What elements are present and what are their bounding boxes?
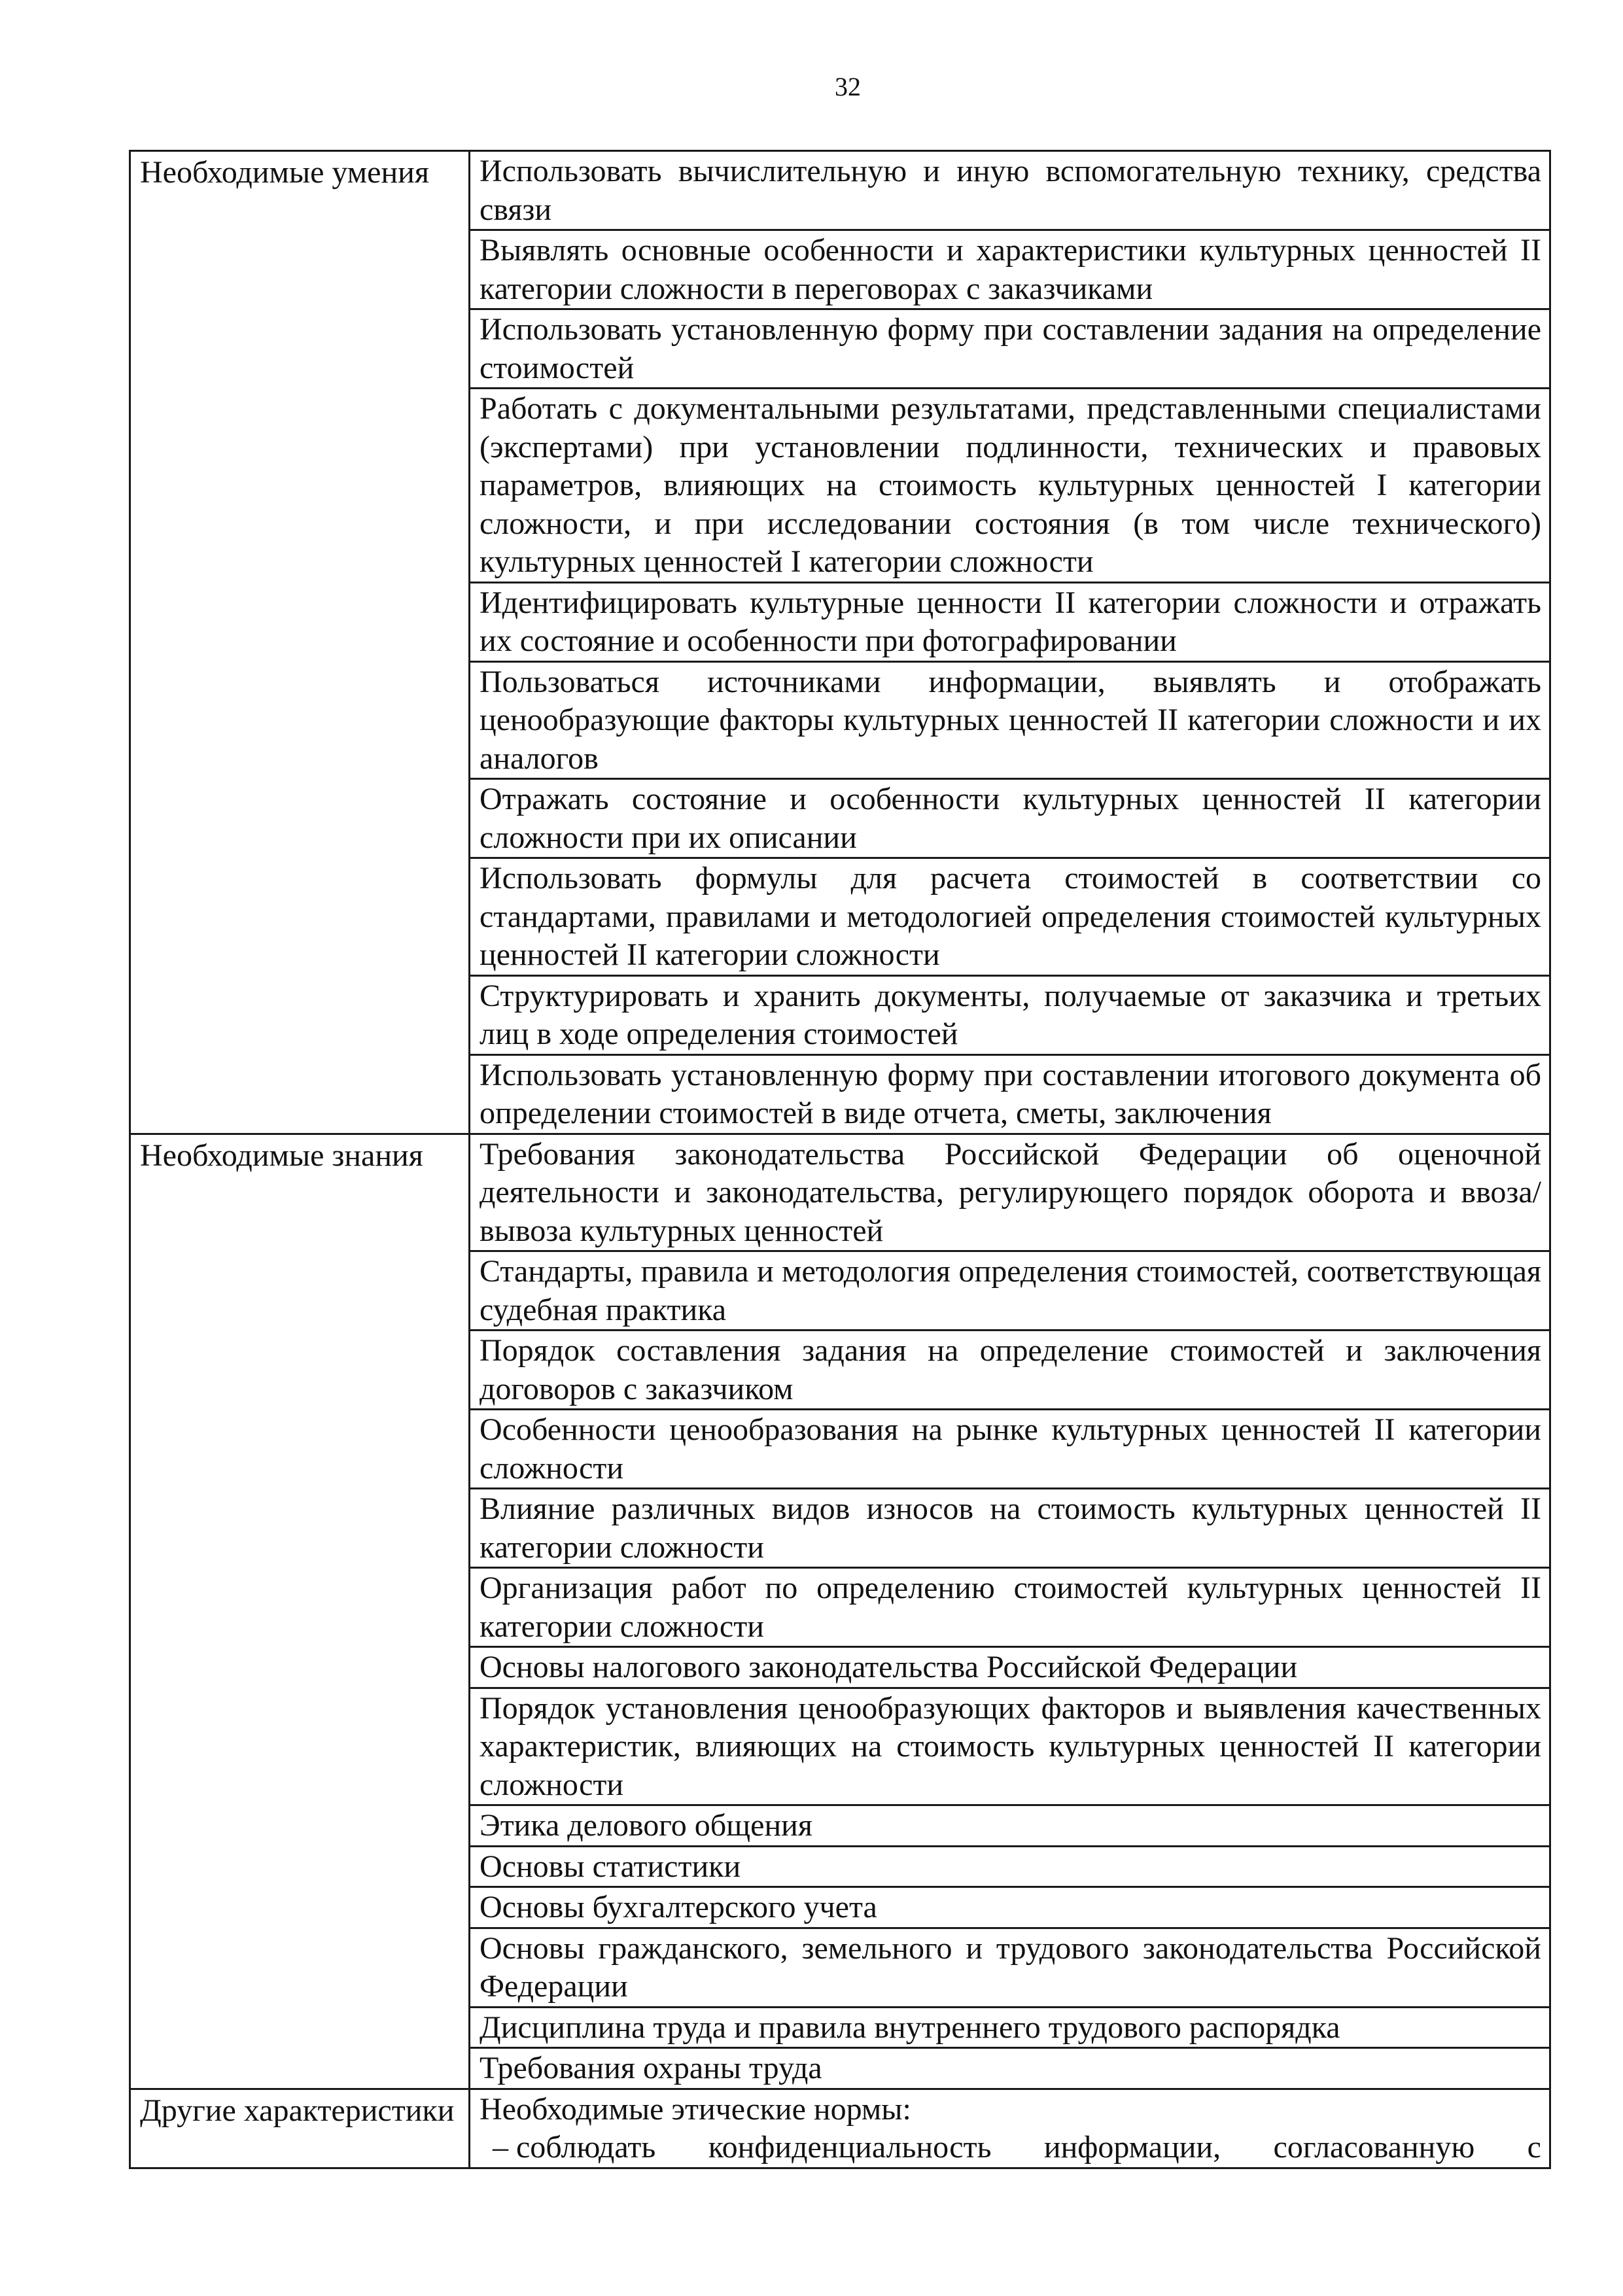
knowledge-item: Этика делового общения xyxy=(470,1805,1550,1847)
skills-label: Необходимые умения xyxy=(130,151,470,1134)
knowledge-item: Основы гражданского, земельного и трудового законодательства Российской Федерации xyxy=(470,1928,1550,2007)
skill-item: Структурировать и хранить документы, получаемые от заказчика и третьих лиц в ходе определения стоимостей xyxy=(470,975,1550,1054)
skill-item: Использовать установленную форму при составлении итогового документа об определении стоимостей в виде отчета, сметы, заключения xyxy=(470,1054,1550,1134)
knowledge-item: Стандарты, правила и методология определения стоимостей, соответствующая судебная практика xyxy=(470,1251,1550,1331)
bullet-word: конфиденциальность xyxy=(708,2130,992,2165)
knowledge-item: Порядок установления ценообразующих факторов и выявления качественных характеристик, влияющих на стоимость культурных ценностей II категории сложности xyxy=(470,1688,1550,1805)
knowledge-item: Дисциплина труда и правила внутреннего трудового распорядка xyxy=(470,2007,1550,2048)
knowledge-item: Основы бухгалтерского учета xyxy=(470,1887,1550,1928)
skill-item: Выявлять основные особенности и характеристики культурных ценностей II категории сложности в переговорах с заказчиками xyxy=(470,230,1550,309)
bullet-word: информации, xyxy=(1043,2130,1221,2165)
bullet-word: согласованную xyxy=(1273,2130,1475,2165)
ethics-bullet-line xyxy=(480,2129,1541,2167)
table-row xyxy=(130,151,1550,230)
bullet-dash: – xyxy=(493,2130,508,2165)
bullet-word: с xyxy=(1527,2130,1541,2165)
ethics-bullet-text xyxy=(493,2129,655,2167)
ethics-heading: Необходимые этические нормы: xyxy=(480,2091,911,2127)
knowledge-item: Основы статистики xyxy=(470,1846,1550,1887)
knowledge-item: Основы налогового законодательства Российской Федерации xyxy=(470,1647,1550,1688)
knowledge-item: Требования законодательства Российской Федерации об оценочной деятельности и законодательства, регулирующего порядок оборота и ввоза/вывоза культурных ценностей xyxy=(470,1134,1550,1251)
knowledge-item: Порядок составления задания на определение стоимостей и заключения договоров с заказчиком xyxy=(470,1331,1550,1410)
page-number: 32 xyxy=(835,72,861,101)
skill-item: Отражать состояние и особенности культурных ценностей II категории сложности при их описании xyxy=(470,779,1550,858)
knowledge-item: Организация работ по определению стоимостей культурных ценностей II категории сложности xyxy=(470,1568,1550,1647)
skill-item: Использовать установленную форму при составлении задания на определение стоимостей xyxy=(470,309,1550,389)
skill-item: Идентифицировать культурные ценности II категории сложности и отражать их состояние и особенности при фотографировании xyxy=(470,582,1550,661)
skill-item: Работать с документальными результатами, представленными специалистами (экспертами) при установлении подлинности, технических и правовых параметров, влияющих на стоимость культурных ценностей I категории сложности, и при исследовании состояния (в том числе технического) культурных ценностей I категории сложности xyxy=(470,389,1550,583)
knowledge-item: Особенности ценообразования на рынке культурных ценностей II категории сложности xyxy=(470,1410,1550,1489)
knowledge-item: Влияние различных видов износов на стоимость культурных ценностей II категории сложности xyxy=(470,1489,1550,1568)
skill-item: Использовать формулы для расчета стоимостей в соответствии со стандартами, правилами и методологией определения стоимостей культурных ценностей II категории сложности xyxy=(470,858,1550,976)
qualification-table xyxy=(129,150,1551,2169)
knowledge-label: Необходимые знания xyxy=(130,1134,470,2089)
other-label: Другие характеристики xyxy=(130,2089,470,2168)
knowledge-item: Требования охраны труда xyxy=(470,2048,1550,2089)
other-characteristics-cell xyxy=(470,2089,1550,2168)
table-row xyxy=(130,1134,1550,1251)
table-row xyxy=(130,2089,1550,2168)
skill-item: Использовать вычислительную и иную вспомогательную технику, средства связи xyxy=(470,151,1550,230)
bullet-word: соблюдать xyxy=(516,2130,656,2165)
skill-item: Пользоваться источниками информации, выявлять и отображать ценообразующие факторы культурных ценностей II категории сложности и их аналогов xyxy=(470,661,1550,779)
